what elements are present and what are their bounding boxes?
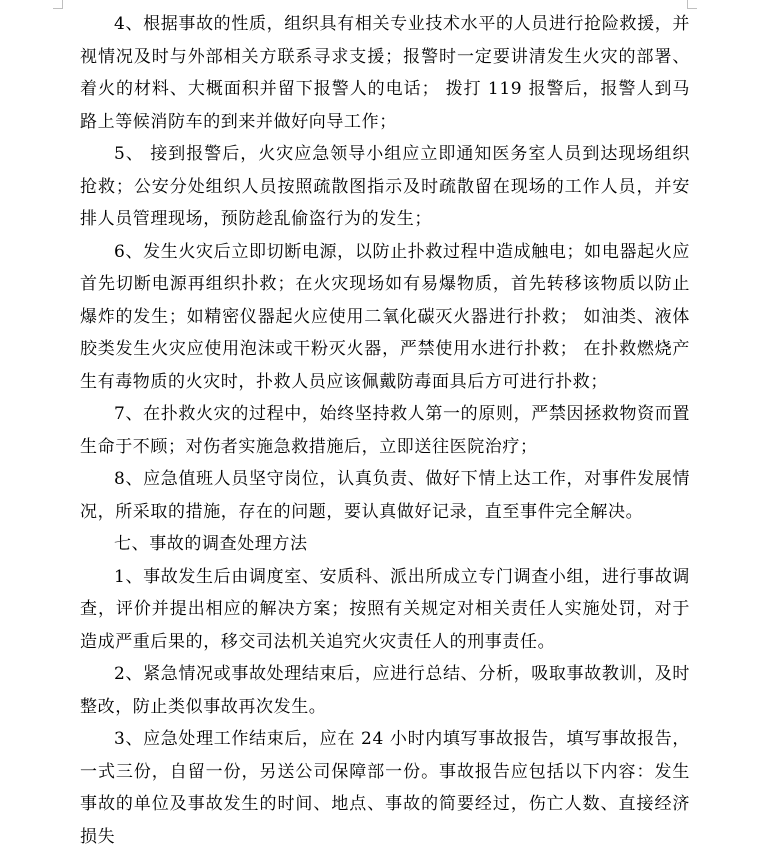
paragraph-item-5: 5、 接到报警后，火灾应急领导小组应立即通知医务室人员到达现场组织抢救；公安分处组织人员按照疏散图指示及时疏散留在现场的工作人员，并安排人员管理现场，预防趁乱偷盗行为的发生； xyxy=(80,144,690,229)
paragraph-investigation-1: 1、事故发生后由调度室、安质科、派出所成立专门调查小组，进行事故调查，评价并提出相应的解决方案；按照有关规定对相关责任人实施处罚，对于造成严重后果的，移交司法机关追究火灾责任人的刑事责任。 xyxy=(80,566,690,652)
paragraph-item-6: 6、发生火灾后立即切断电源，以防止扑救过程中造成触电；如电器起火应首先切断电源再组织扑救；在火灾现场如有易爆物质，首先转移该物质以防止爆炸的发生；如精密仪器起火应使用二氧化碳灭火器进行扑救； 如油类、液体胶类发生火灾应使用泡沫或干粉灭火器，严禁使用水进行扑救； 在扑救燃烧产生有毒物质的火灾时，扑救人员应该佩戴防毒面具后方可进行扑救； xyxy=(80,241,690,392)
paragraph-investigation-3: 3、应急处理工作结束后，应在 24 小时内填写事故报告，填写事故报告，一式三份，自留一份，另送公司保障部一份。事故报告应包括以下内容：发生事故的单位及事故发生的时间、地点、事故的简要经过，伤亡人数、直接经济损失 xyxy=(80,729,690,847)
section-heading: 七、事故的调查处理方法 xyxy=(114,534,308,554)
paragraph-item-8: 8、应急值班人员坚守岗位，认真负责、做好下情上达工作，对事件发展情况，所采取的措施，存在的问题，要认真做好记录，直至事件完全解决。 xyxy=(80,469,690,522)
document-body xyxy=(80,8,690,853)
paragraph-item-4: 4、根据事故的性质，组织具有相关专业技术水平的人员进行抢险救援，并视情况及时与外部相关方联系寻求支援；报警时一定要讲清发生火灾的部署、着火的材料、大概面积并留下报警人的电话； 拨打 119 报警后，报警人到马路上等候消防车的到来并做好向导工作； xyxy=(80,14,690,132)
margin-corner-mark-left xyxy=(62,0,63,9)
paragraph-investigation-2: 2、紧急情况或事故处理结束后，应进行总结、分析，吸取事故教训，及时整改，防止类似事故再次发生。 xyxy=(80,664,690,717)
paragraph-item-7: 7、在扑救火灾的过程中，始终坚持救人第一的原则，严禁因拯救物资而置生命于不顾；对伤者实施急救措施后，立即送往医院治疗； xyxy=(80,404,690,457)
